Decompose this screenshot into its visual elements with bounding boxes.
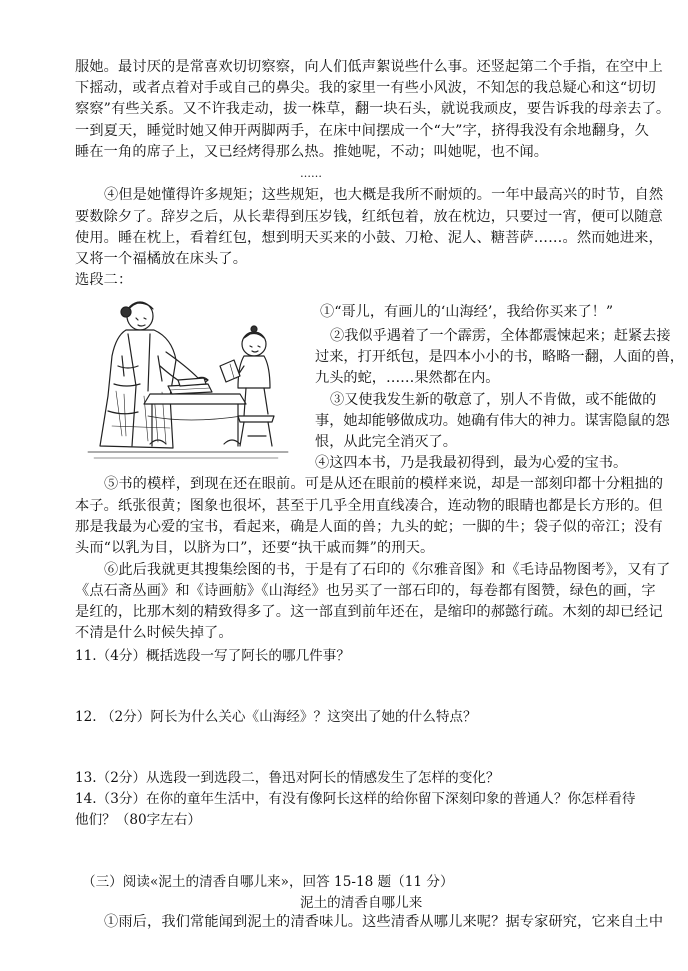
text-line: 一到夏天，睡觉时她又伸开两脚两手，在床中间摆成一个“大”字，挤得我没有余地翻身，久 (75, 123, 649, 139)
text-line: ④这四本书，乃是我最初得到，最为心爱的宝书。 (315, 455, 628, 471)
text-line: 使用。睡在枕上，看着红包，想到明天买来的小鼓、刀枪、泥人、糖菩萨……。然而她进来， (75, 230, 663, 246)
ellipsis: …… (300, 167, 322, 180)
text-line: ⑥此后我就更其搜集绘图的书，于是有了石印的《尔雅音图》和《毛诗品物图考》，又有了 (104, 562, 671, 578)
question-14-cont: 他们？（80字左右） (75, 812, 202, 828)
question-12: 12. （2分）阿长为什么关心《山海经》？这突出了她的什么特点？ (75, 709, 477, 725)
illustration-ah-chang-with-child (78, 296, 296, 464)
text-line: 要数除夕了。辞岁之后，从长辈得到压岁钱，红纸包着，放在枕边，只要过一宵，便可以随意 (75, 209, 663, 225)
text-line: 过来，打开纸包，是四本小小的书，略略一翻，人面的兽， (315, 349, 684, 365)
article-title: 泥土的清香自哪儿来 (300, 895, 423, 911)
text-line: 本子。纸张很黄；图象也很坏，甚至于几乎全用直线凑合，连动物的眼睛也都是长方形的。但 (75, 498, 663, 514)
text-line: 睡在一角的席子上，又已经烤得那么热。推她呢，不动；叫她呢，也不闻。 (75, 144, 549, 160)
text-line: 是红的，比那木刻的精致得多了。这一部直到前年还在，是缩印的郝懿行疏。木刻的却已经记 (75, 604, 663, 620)
text-line: 《点石斋丛画》和《诗画舫》《山海经》也另买了一部石印的，每卷都有图赞，绿色的画，字 (75, 583, 656, 599)
text-line: 头而“以乳为目，以脐为口”，还要“执干戚而舞”的刑天。 (75, 540, 435, 556)
text-line: 又将一个福橘放在床头了。 (75, 251, 248, 267)
question-14: 14.（3分）在你的童年生活中，有没有像阿长这样的给你留下深刻印象的普通人？你怎样看待 (75, 791, 636, 807)
text-line: ①雨后，我们常能闻到泥土的清香味儿。这些清香从哪儿来呢？据专家研究，它来自土中 (104, 914, 664, 930)
text-line: ③又使我发生新的敬意了，别人不肯做，或不能做的 (330, 392, 657, 408)
text-line: ④但是她懂得许多规矩；这些规矩，也大概是我所不耐烦的。一年中最高兴的时节，自然 (104, 187, 664, 203)
text-line: 事，她却能够做成功。她确有伟大的神力。谋害隐鼠的怨 (315, 413, 670, 429)
question-13: 13.（2分）从选段一到选段二，鲁迅对阿长的情感发生了怎样的变化？ (75, 770, 500, 786)
text-line: ①“哥儿，有画儿的‘山海经’，我给你买来了！” (320, 304, 614, 320)
text-line: ②我似乎遇着了一个霹雳，全体都震悚起来；赶紧去接 (330, 328, 671, 344)
text-line: 不清是什么时候失掉了。 (75, 625, 233, 641)
text-line: 下摇动，或者点着对手或自己的鼻尖。我的家里一有些小风波，不知怎的我总疑心和这“切切 (75, 80, 656, 96)
text-line: ⑤书的模样，到现在还在眼前。可是从还在眼前的模样来说，却是一部刻印都十分粗拙的 (104, 476, 664, 492)
text-line: 察察”有些关系。又不许我走动，拔一株草，翻一块石头，就说我顽皮，要告诉我的母亲去了。 (75, 101, 671, 117)
text-line: 九头的蛇，……果然都在内。 (315, 370, 500, 386)
excerpt2-label: 选段二： (75, 272, 133, 288)
text-line: 那是我最为心爱的宝书，看起来，确是人面的兽；九头的蛇；一脚的牛；袋子似的帝江；没有 (75, 519, 663, 535)
question-11: 11.（4分）概括选段一写了阿长的哪几件事？ (75, 648, 350, 664)
text-line: 恨，从此完全消灭了。 (315, 434, 457, 450)
section-3-heading: （三）阅读«泥土的清香自哪儿来»，回答 15-18 题（11 分） (82, 874, 454, 890)
text-line: 服她。最讨厌的是常喜欢切切察察，向人们低声絮说些什么事。还竖起第二个手指，在空中上 (75, 59, 663, 75)
